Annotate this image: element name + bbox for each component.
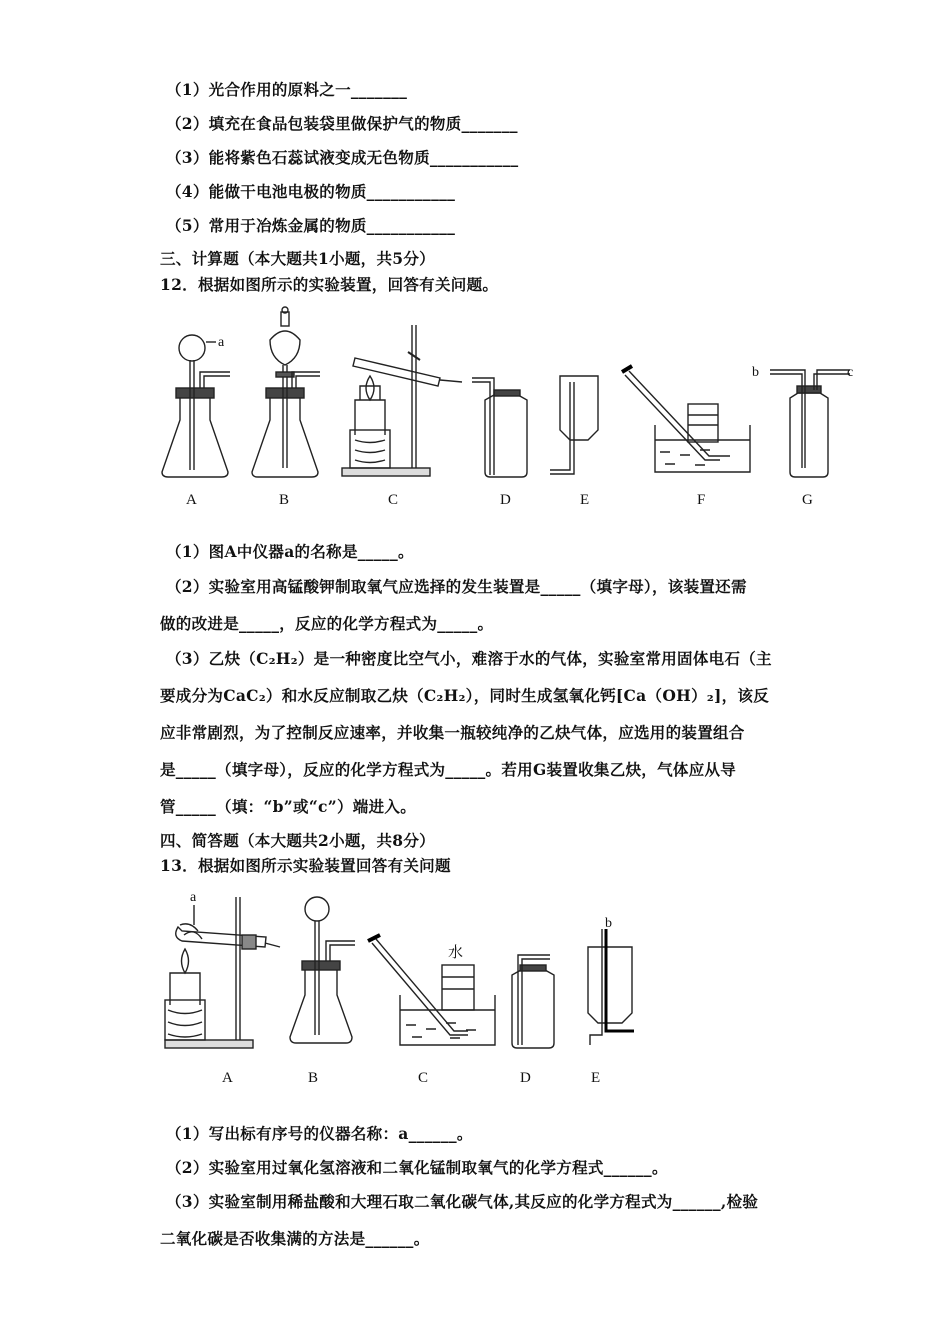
annot-b: b [752, 365, 759, 380]
q12-line-6: 应非常剧烈，为了控制反应速率，并收集一瓶较纯净的乙炔气体，应选用的装置组合 [160, 723, 745, 742]
annot-c: c [847, 365, 854, 380]
fig12-label-c: C [388, 492, 399, 508]
q13-line-4: 二氧化碳是否收集满的方法是______。 [160, 1229, 430, 1248]
q12-line-7: 是_____（填字母），反应的化学方程式为_____。若用G装置收集乙炔，气体应从导 [160, 760, 737, 779]
apparatus-g [752, 365, 853, 477]
q11-item-4: （4）能做干电池电极的物质___________ [166, 182, 456, 201]
apparatus-a [162, 335, 230, 477]
apparatus-13a [165, 890, 280, 1048]
q11-item-3: （3）能将紫色石蕊试液变成无色物质___________ [166, 148, 519, 167]
q12-apparatus-figure [150, 300, 870, 515]
annot-a: a [218, 335, 225, 350]
q12-line-2: （2）实验室用高锰酸钾制取氧气应选择的发生装置是_____（填字母），该装置还需 [166, 577, 747, 596]
q13-line-3: （3）实验室制用稀盐酸和大理石取二氧化碳气体,其反应的化学方程式为______,检验 [166, 1192, 759, 1211]
fig13-label-a: A [222, 1070, 233, 1086]
apparatus-13b [290, 897, 355, 1043]
fig12-label-a: A [186, 492, 197, 508]
fig12-label-f: F [697, 492, 706, 508]
apparatus-d [472, 378, 527, 477]
q12-line-1: （1）图A中仪器a的名称是_____。 [166, 542, 414, 561]
apparatus-f [622, 366, 750, 472]
q12-line-3: 做的改进是_____，反应的化学方程式为_____。 [160, 614, 494, 633]
apparatus-e [550, 376, 598, 474]
annot-water: 水 [448, 945, 464, 961]
apparatus-13c [368, 935, 495, 1045]
fig12-label-d: D [500, 492, 511, 508]
apparatus-13e [588, 916, 634, 1045]
fig13-label-e: E [591, 1070, 601, 1086]
q13-apparatus-figure [150, 885, 670, 1090]
q13-line-1: （1）写出标有序号的仪器名称：a______。 [166, 1124, 473, 1143]
fig12-label-b: B [279, 492, 290, 508]
section4-heading: 四、简答题（本大题共2小题，共8分） [160, 831, 435, 850]
q11-item-1: （1）光合作用的原料之一_______ [166, 80, 408, 99]
section3-heading: 三、计算题（本大题共1小题，共5分） [160, 249, 435, 268]
apparatus-c [342, 325, 462, 476]
fig13-label-b: B [308, 1070, 319, 1086]
q12-line-5: 要成分为CaC₂）和水反应制取乙炔（C₂H₂），同时生成氢氧化钙[Ca（OH）₂]，该反 [160, 686, 769, 705]
q12-line-8: 管_____（填：“b”或“c”）端进入。 [160, 797, 416, 816]
q12-line-4: （3）乙炔（C₂H₂）是一种密度比空气小，难溶于水的气体，实验室常用固体电石（主 [166, 649, 772, 668]
fig12-label-g: G [802, 492, 813, 508]
q11-item-2: （2）填充在食品包装袋里做保护气的物质_______ [166, 114, 518, 133]
q13-line-2: （2）实验室用过氧化氢溶液和二氧化锰制取氧气的化学方程式______。 [166, 1158, 668, 1177]
annot-13a: a [190, 890, 197, 905]
q13-stem: 13．根据如图所示实验装置回答有关问题 [160, 856, 451, 875]
q11-item-5: （5）常用于冶炼金属的物质___________ [166, 216, 456, 235]
fig13-label-d: D [520, 1070, 531, 1086]
apparatus-13d [512, 955, 554, 1048]
annot-13b: b [605, 916, 612, 931]
q12-stem: 12．根据如图所示的实验装置，回答有关问题。 [160, 275, 499, 294]
apparatus-b [252, 307, 320, 477]
fig13-label-c: C [418, 1070, 429, 1086]
fig12-label-e: E [580, 492, 590, 508]
